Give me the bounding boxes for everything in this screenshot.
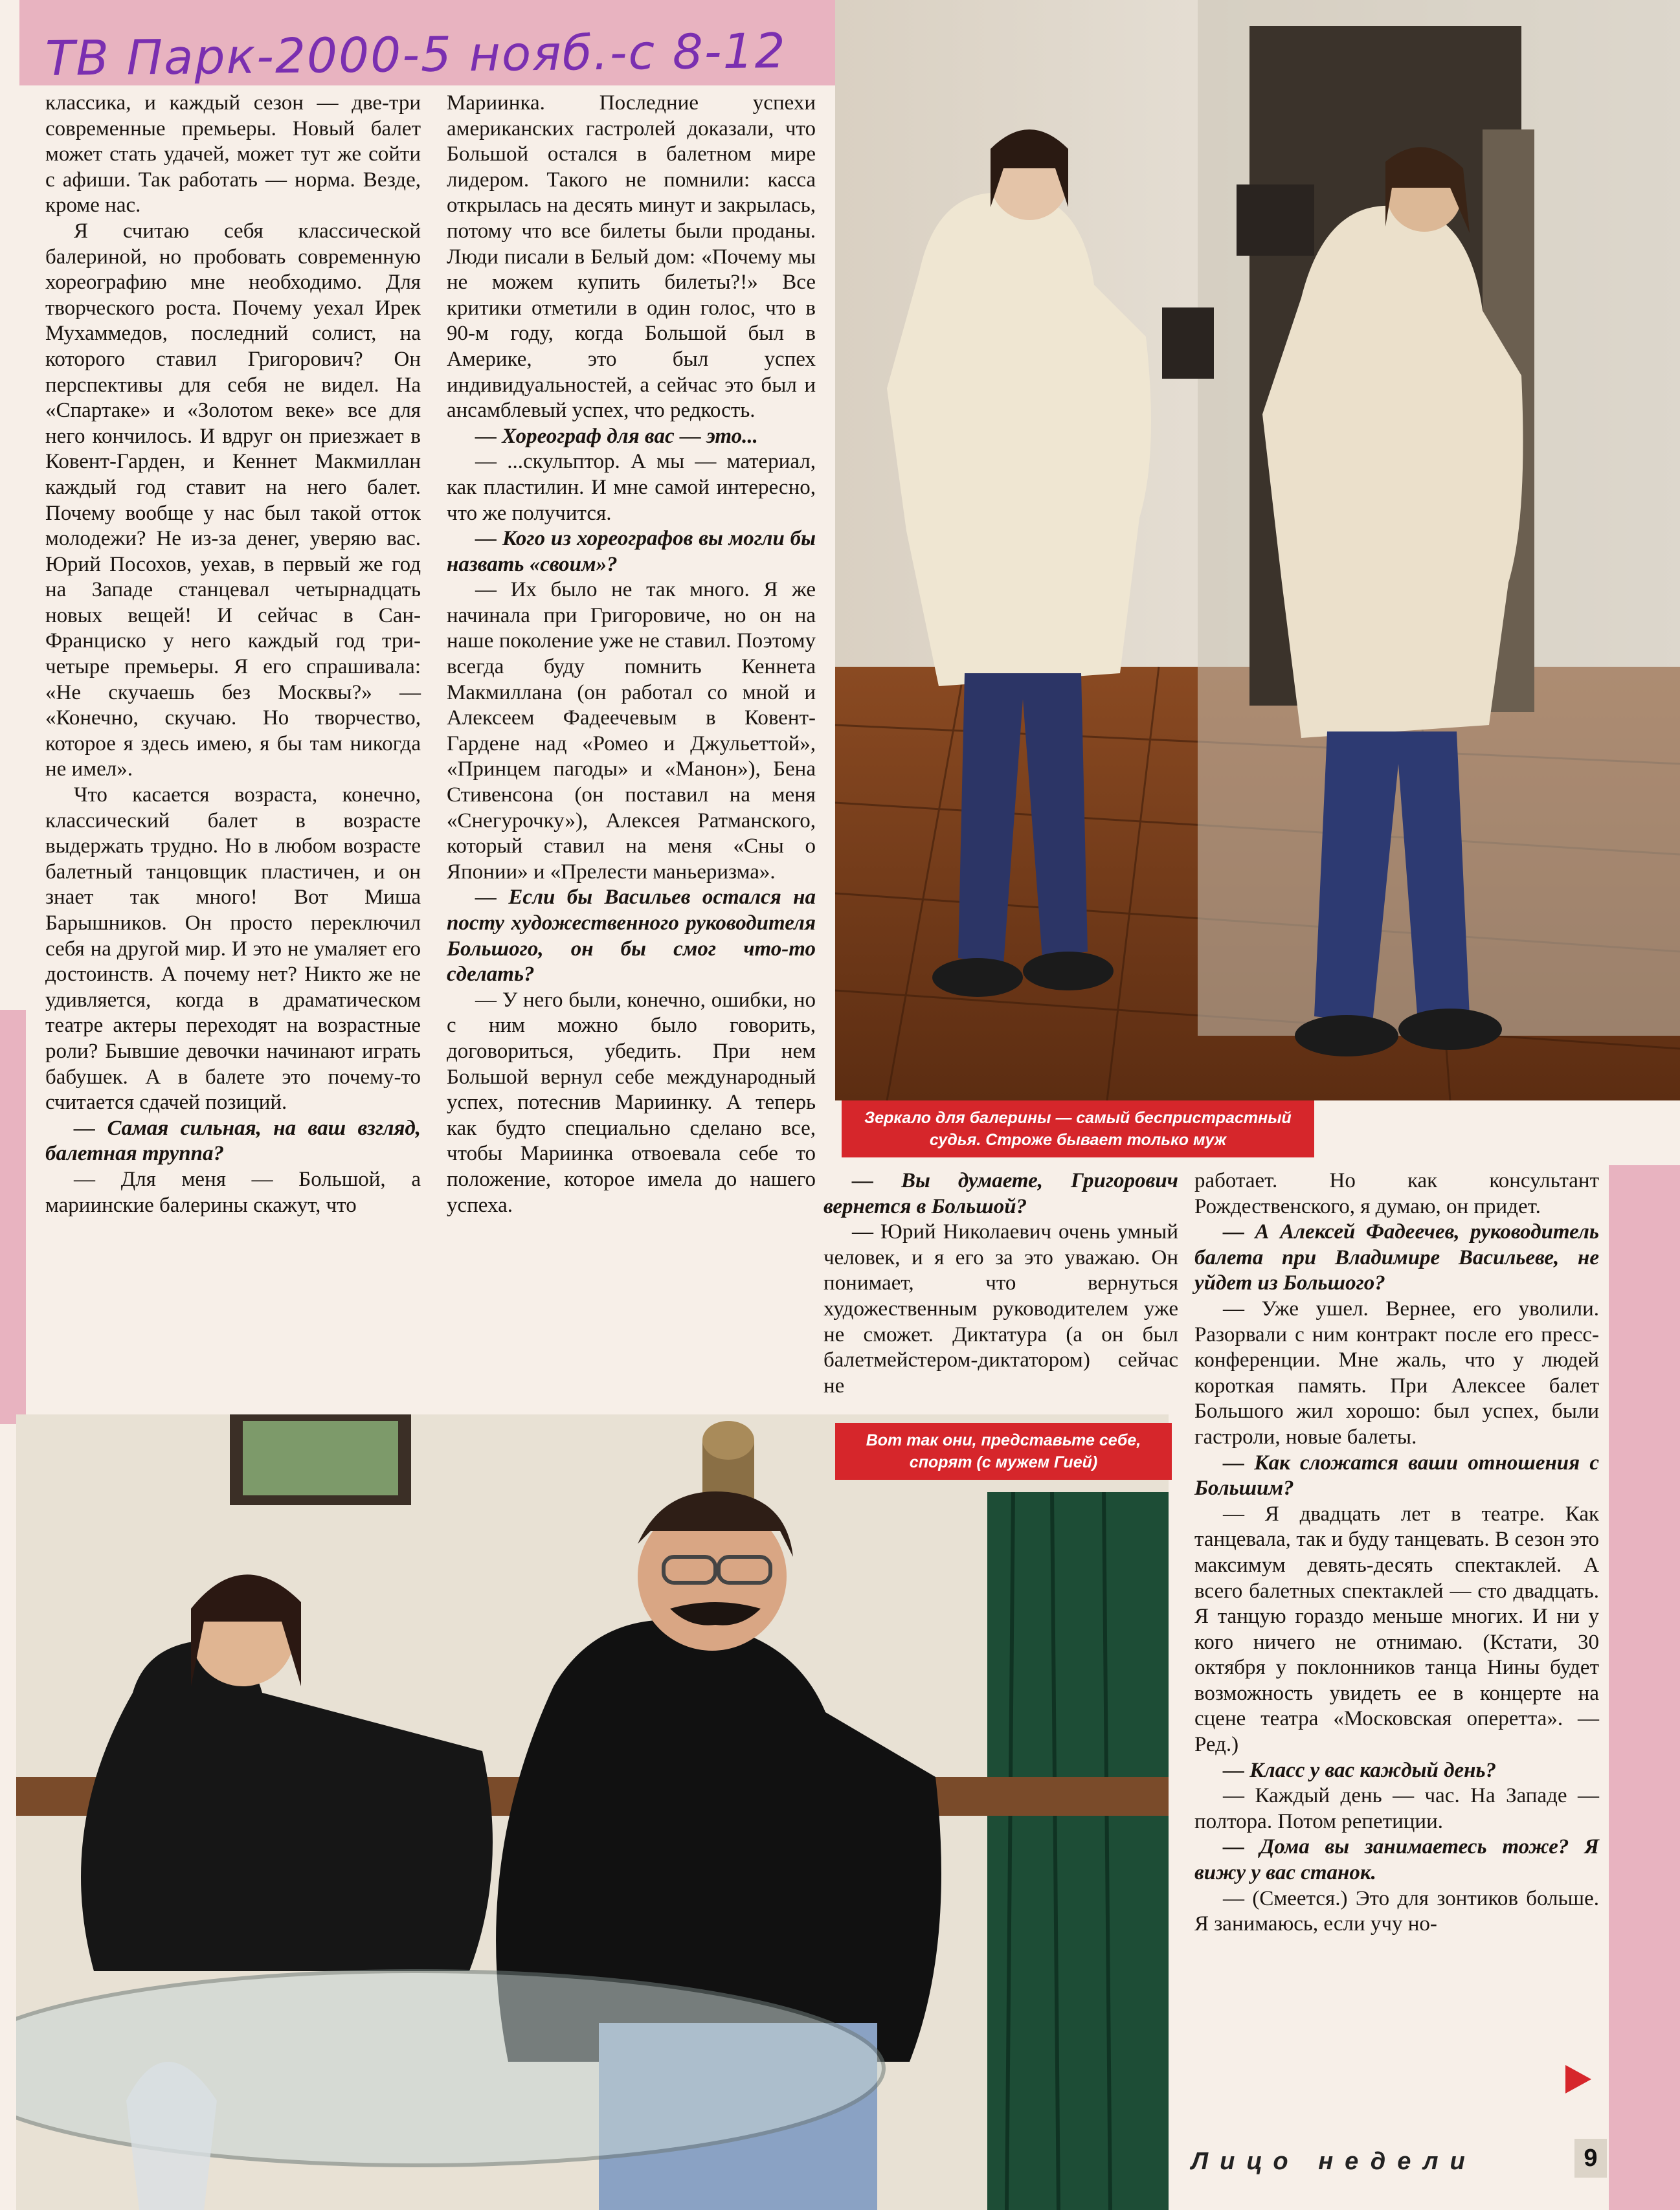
article-paragraph: — Юрий Николаевич очень умный человек, и я его за это уважаю. Он понимает, что вернуться художественным руководителем уже не сможет. Диктатура (а он был балетмейстером-диктатором) сейчас не bbox=[823, 1220, 1178, 1398]
article-column-1 bbox=[45, 91, 421, 1218]
article-paragraph: — Каждый день — час. На Западе — полтора. Потом репетиции. bbox=[1194, 1784, 1599, 1833]
article-paragraph: — У него были, конечно, ошибки, но с ним можно было говорить, договориться, убедить. При нем Большой вернул себе международный успех, потеснив Мариинку. А теперь как будто специально сделано все, чтобы Мариинка отвоевала себе то положение, которое имела до нашего успеха. bbox=[447, 988, 816, 1217]
interview-question: — Вы думаете, Григорович вернется в Большой? bbox=[823, 1169, 1178, 1218]
right-pink-band bbox=[1609, 1165, 1680, 2210]
article-paragraph: — ...скульптор. А мы — материал, как пластилин. И мне самой интересно, что же получится. bbox=[447, 450, 816, 525]
couple-photo-caption: Вот так они, представьте себе, спорят (с мужем Гией) bbox=[835, 1423, 1172, 1480]
couple-photo-illustration bbox=[16, 1414, 1169, 2210]
article-column-4 bbox=[1194, 1168, 1599, 1937]
article-paragraph: Что касается возраста, конечно, классический балет в возрасте выдержать трудно. Но в любом возрасте балетный танцовщик пластичен, и он знает так много! Вот Миша Барышников. Он просто переключил себя на другой мир. И это не умаляет его достоинств. А почему нет? Никто же не удивляется, когда в драматическом театре актеры переходят на возрастные роли? Бывшие девочки начинают играть бабушек. А в балете это почему-то считается сдачей позиций. bbox=[45, 783, 421, 1115]
left-pink-band bbox=[0, 1010, 26, 1424]
interview-question: — Как сложатся ваши отношения с Большим? bbox=[1194, 1451, 1599, 1501]
continue-arrow-icon bbox=[1565, 2065, 1591, 2093]
article-paragraph: — Для меня — Большой, а мариинские балерины скажут, что bbox=[45, 1167, 421, 1217]
interview-question: — Хореограф для вас — это... bbox=[475, 424, 758, 448]
page-number: 9 bbox=[1574, 2139, 1607, 2178]
article-paragraph: Я считаю себя классической балериной, но пробовать современную хореографию мне необходимо. Для творческого роста. Почему уехал Ирек Мухаммедов, последний солист, на которого ставил Григорович? Он перспективы для себя не видел. На «Спартаке» и «Золотом веке» все для него кончилось. И вдруг он приезжает в Ковент-Гарден, и Кеннет Макмиллан каждый год ставит на него балет. Почему вообще у нас был такой отток молодежи? Не из-за денег, уверяю вас. Юрий Посохов, уехав, в первый же год на Западе станцевал четырнадцать новых вещей! И сейчас в Сан-Франциско у него каждый год три-четыре премьеры. Я его спрашивала: «Не скучаешь без Москвы?» — «Конечно, скучаю. Но творчество, которое я здесь имею, я бы там никогда не имел». bbox=[45, 219, 421, 781]
interview-question: — Кого из хореографов вы могли бы назвать «своим»? bbox=[447, 527, 816, 576]
article-paragraph: — Я двадцать лет в театре. Как танцевала, так и буду танцевать. В сезон это максимум девять-десять спектаклей. А всего балетных спектаклей — сто двадцать. Я танцую гораздо меньше многих. И ни у кого ничего не отнимаю. (Кстати, 30 октября у поклонников танца Нины будет возможность увидеть ее в концерте на сцене театра «Московская оперетта». — Ред.) bbox=[1194, 1502, 1599, 1757]
article-paragraph: — Уже ушел. Вернее, его уволили. Разорвали с ним контракт после его пресс-конференции. Мне жаль, что у людей короткая память. При Алексее балет Большого жил хорошо: был успех, были гастроли, новые балеты. bbox=[1194, 1297, 1599, 1449]
interview-question: — Самая сильная, на ваш взгляд, балетная труппа? bbox=[45, 1116, 421, 1166]
interview-question: — Если бы Васильев остался на посту художественного руководителя Большого, он бы смог что-то сделать? bbox=[447, 886, 816, 987]
interview-question: — Класс у вас каждый день? bbox=[1223, 1758, 1497, 1782]
interview-question: — А Алексей Фадеечев, руководитель балета при Владимире Васильеве, не уйдет из Большого? bbox=[1194, 1220, 1599, 1295]
mirror-photo bbox=[835, 0, 1680, 1100]
article-column-3 bbox=[823, 1168, 1178, 1399]
mirror-photo-illustration bbox=[835, 0, 1680, 1100]
article-paragraph: — Их было не так много. Я же начинала при Григоровиче, но он на наше поколение уже не ставил. Поэтому всегда буду помнить Кеннета Макмиллана (он работал со мной и Алексеем Фадеечевым в Ковент-Гардене над «Ромео и Джульеттой», «Принцем пагоды» и «Манон»), Бена Стивенсона (он поставил на меня «Снегурочку»), Алексея Ратманского, который ставил на меня «Сны о Японии» и «Прелести маньеризма». bbox=[447, 578, 816, 884]
mirror-photo-caption: Зеркало для балерины — самый беспристрастный судья. Строже бывает только муж bbox=[842, 1100, 1314, 1157]
article-paragraph: классика, и каждый сезон — две-три современные премьеры. Новый балет может стать удачей, может тут же сойти с афиши. Так работать — норма. Везде, кроме нас. bbox=[45, 91, 421, 218]
section-label: Лицо недели bbox=[1191, 2148, 1477, 2175]
article-column-2 bbox=[447, 91, 816, 1218]
interview-question: — Дома вы занимаетесь тоже? Я вижу у вас станок. bbox=[1194, 1835, 1599, 1885]
article-paragraph: работает. Но как консультант Рождественского, я думаю, он придет. bbox=[1194, 1169, 1599, 1218]
article-paragraph: Мариинка. Последние успехи американских гастролей доказали, что Большой остался в балетном мире лидером. Такого не помнили: касса открылась на десять минут и закрылась, потому что все билеты были проданы. Люди писали в Белый дом: «Почему мы не можем купить билеты?!» Все критики отметили в один голос, что в 90-м году, когда Большой был в Америке, это был успех индивидуальностей, а сейчас это был и ансамблевый успех, что редкость. bbox=[447, 91, 816, 423]
article-paragraph: — (Смеется.) Это для зонтиков больше. Я занимаюсь, если учу но- bbox=[1194, 1886, 1599, 1936]
couple-photo bbox=[16, 1414, 1169, 2210]
handwritten-note: ТВ Парк-2000-5 нояб.-с 8-12 bbox=[45, 23, 787, 87]
